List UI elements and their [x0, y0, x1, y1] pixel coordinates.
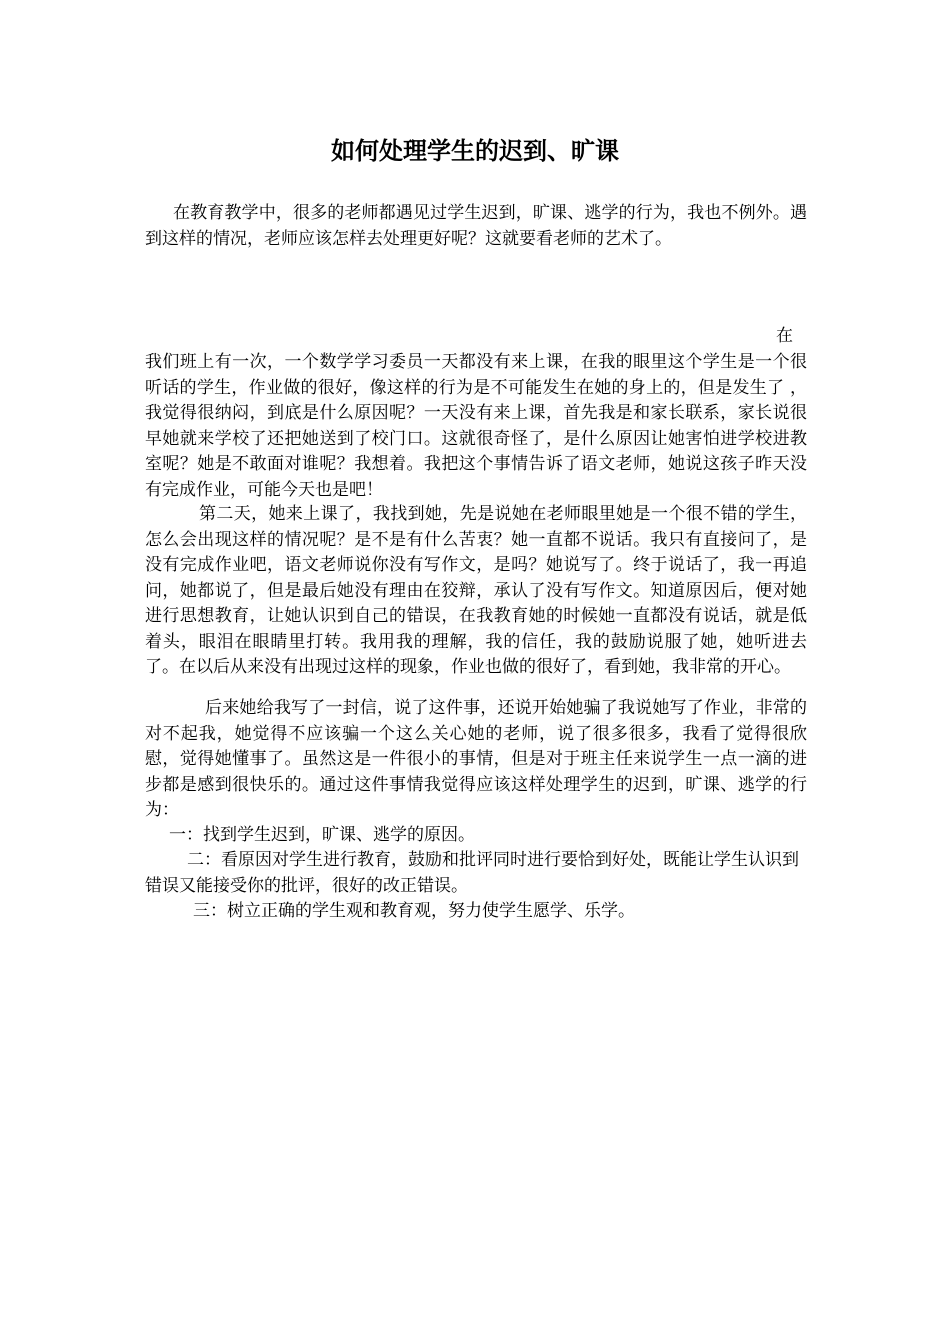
- body-paragraph-3: 后来她给我写了一封信，说了这件事，还说开始她骗了我说她写了作业，非常的对不起我，她觉得不应该骗一个这么关心她的老师，说了很多很多，我看了觉得很欣慰，觉得她懂事了。虽然这是一件很小的事情，但是对于班主任来说学生一点一滴的进步都是感到很快乐的。通过这件事情我觉得应该这样处理学生的迟到，旷课、逃学的行为：: [145, 698, 807, 820]
- body-paragraph-2: 第二天，她来上课了，我找到她，先是说她在老师眼里她是一个很不错的学生，怎么会出现这样的情况呢？是不是有什么苦衷？她一直都不说话。我只有直接问了，是没有完成作业吧，语文老师说你没有写作文，是吗？她说写了。终于说话了，我一再追问，她都说了，但是最后她没有理由在狡辩，承认了没有写作文。知道原因后，便对她进行思想教育，让她认识到自己的错误，在我教育她的时候她一直都没有说话，就是低着头，眼泪在眼睛里打转。我用我的理解，我的信任，我的鼓励说服了她，她听进去了。在以后从来没有出现过这样的现象，作业也做的很好了，看到她，我非常的开心。: [145, 504, 807, 677]
- body-paragraph-1: 我们班上有一次，一个数学学习委员一天都没有来上课，在我的眼里这个学生是一个很听话的学生，作业做的很好，像这样的行为是不可能发生在她的身上的，但是发生了 ，我觉得很纳闷，到底是什么原因呢？一天没有来上课，首先我是和家长联系，家长说很早她就来学校了还把她送到了校门口。这就很奇怪了，是什么原因让她害怕进学校进教室呢？她是不敢面对谁呢？我想着。我把这个事情告诉了语文老师，她说这孩子昨天没有完成作业，可能今天也是吧！: [145, 352, 807, 500]
- document-title: 如何处理学生的迟到、旷课: [331, 136, 619, 165]
- intro-paragraph: 在教育教学中，很多的老师都遇见过学生迟到，旷课、逃学的行为，我也不例外。遇到这样的情况，老师应该怎样去处理更好呢？这就要看老师的艺术了。: [145, 203, 807, 249]
- list-item-3: 三：树立正确的学生观和教育观，努力使学生愿学、乐学。: [193, 901, 635, 921]
- orphan-character: 在: [776, 326, 793, 346]
- list-item-1: 一：找到学生迟到，旷课、逃学的原因。: [169, 825, 475, 845]
- list-item-2: 二：看原因对学生进行教育，鼓励和批评同时进行要恰到好处，既能让学生认识到错误又能接受你的批评，很好的改正错误。: [145, 850, 799, 896]
